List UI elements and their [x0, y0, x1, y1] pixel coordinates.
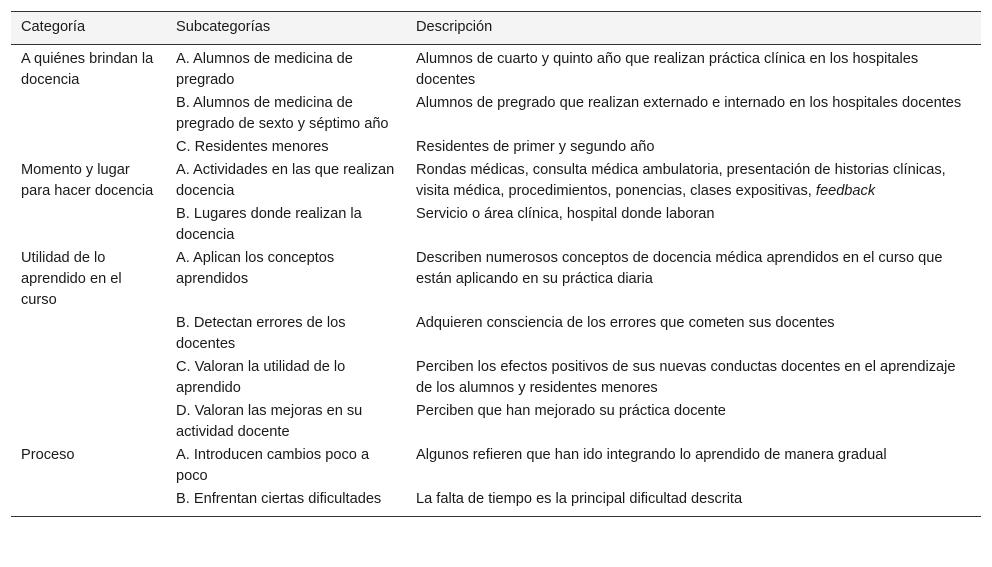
subcategory-cell: B. Enfrentan ciertas dificultades: [176, 491, 382, 507]
subcategory-cell: B. Lugares donde realizan la docencia: [176, 206, 362, 243]
description-cell: Describen numerosos conceptos de docencia médica aprendidos en el curso que están aplicando en su práctica diaria: [416, 250, 943, 287]
subcategory-cell: A. Actividades en las que realizan docencia: [176, 162, 395, 199]
table-row: [11, 203, 981, 247]
header-descripcion: Descripción: [416, 19, 493, 35]
table-row: [11, 136, 981, 159]
description-cell: [406, 159, 981, 203]
description-text: Rondas médicas, consulta médica ambulatoria, presentación de historias clínicas, visita médica, procedimientos, ponencias, clases expositivas,: [416, 162, 946, 199]
subcategory-cell: C. Valoran la utilidad de lo aprendido: [176, 359, 346, 396]
category-cell: [11, 203, 166, 247]
category-cell: [11, 488, 166, 517]
description-cell: Algunos refieren que han ido integrando lo aprendido de manera gradual: [416, 447, 887, 463]
table-row: [11, 312, 981, 356]
table-header: [11, 12, 981, 45]
subcategory-cell: A. Aplican los conceptos aprendidos: [176, 250, 335, 287]
table-row: [11, 488, 981, 517]
table-row: [11, 45, 981, 93]
table-row: [11, 159, 981, 203]
category-cell: [11, 400, 166, 444]
subcategory-cell: A. Alumnos de medicina de pregrado: [176, 51, 353, 88]
table-row: [11, 92, 981, 136]
subcategory-cell: D. Valoran las mejoras en su actividad docente: [176, 403, 363, 440]
table-row: [11, 400, 981, 444]
header-subcategorias: Subcategorías: [176, 19, 271, 35]
category-cell: [11, 92, 166, 136]
table-row: [11, 247, 981, 312]
header-row: [11, 12, 981, 45]
subcategory-cell: C. Residentes menores: [176, 139, 329, 155]
description-cell: Perciben los efectos positivos de sus nuevas conductas docentes en el aprendizaje de los alumnos y residentes menores: [416, 359, 956, 396]
table-container: [11, 11, 981, 517]
description-emphasis: feedback: [815, 183, 876, 199]
description-cell: Perciben que han mejorado su práctica docente: [416, 403, 726, 419]
table-row: [11, 444, 981, 488]
description-cell: Alumnos de cuarto y quinto año que realizan práctica clínica en los hospitales docentes: [416, 51, 919, 88]
header-categoria: Categoría: [21, 19, 86, 35]
category-cell: [11, 356, 166, 400]
description-cell: Servicio o área clínica, hospital donde laboran: [416, 206, 715, 222]
description-cell: La falta de tiempo es la principal dificultad descrita: [416, 491, 743, 507]
category-cell: Utilidad de lo aprendido en el curso: [21, 250, 122, 308]
description-cell: Residentes de primer y segundo año: [416, 139, 655, 155]
subcategory-cell: B. Detectan errores de los docentes: [176, 315, 346, 352]
category-cell: Proceso: [21, 447, 75, 463]
category-cell: [11, 136, 166, 159]
subcategory-cell: B. Alumnos de medicina de pregrado de sexto y séptimo año: [176, 95, 389, 132]
table-body: [11, 45, 981, 517]
description-cell: Adquieren consciencia de los errores que cometen sus docentes: [416, 315, 835, 331]
description-cell: Alumnos de pregrado que realizan externado e internado en los hospitales docentes: [416, 95, 962, 111]
table-row: [11, 356, 981, 400]
category-cell: A quiénes brindan la docencia: [21, 51, 154, 88]
categories-table: [11, 11, 981, 517]
category-cell: [11, 312, 166, 356]
category-cell: Momento y lugar para hacer docencia: [21, 162, 154, 199]
subcategory-cell: A. Introducen cambios poco a poco: [176, 447, 370, 484]
